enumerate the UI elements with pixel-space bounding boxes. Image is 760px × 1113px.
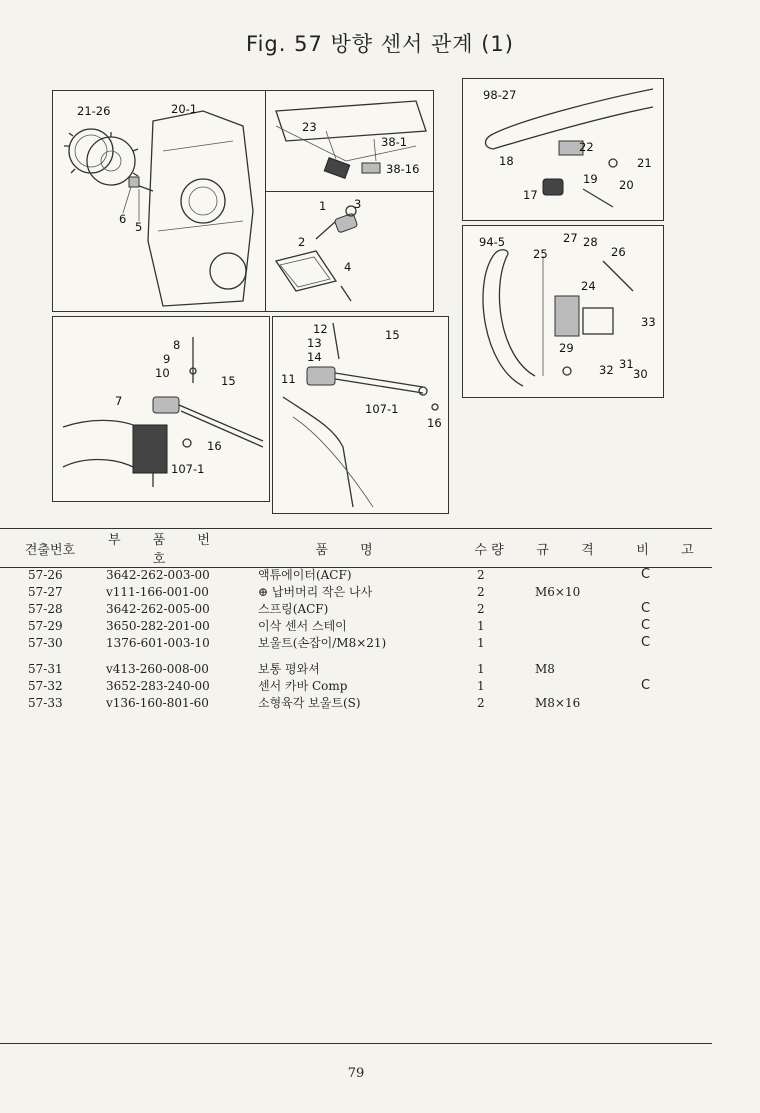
label-107-1: 107-1 xyxy=(171,462,205,476)
label-20: 20 xyxy=(619,178,634,192)
label-107-1-b: 107-1 xyxy=(365,402,399,416)
header-part-no: 부 품 번 호 xyxy=(108,533,224,567)
actuator-right-drawing xyxy=(273,317,448,513)
label-32: 32 xyxy=(599,363,614,377)
label-38-1: 38-1 xyxy=(381,135,408,149)
label-30: 30 xyxy=(633,367,648,381)
diagram-panel-actuator-left xyxy=(52,316,270,502)
label-16: 16 xyxy=(207,439,222,453)
label-16-b: 16 xyxy=(427,416,442,430)
page-title: Fig. 57 방향 센서 관계 (1) xyxy=(246,32,514,56)
label-13: 13 xyxy=(307,336,322,350)
label-7: 7 xyxy=(115,394,123,408)
label-98-27: 98-27 xyxy=(483,88,517,102)
diagram-panel-gearbox xyxy=(52,90,267,312)
label-8: 8 xyxy=(173,338,181,352)
header-ref: 견출번호 xyxy=(24,542,76,558)
label-24: 24 xyxy=(581,279,596,293)
bracket-drawing xyxy=(266,191,433,311)
label-20-1: 20-1 xyxy=(171,102,198,116)
label-11: 11 xyxy=(281,372,296,386)
label-10: 10 xyxy=(155,366,170,380)
label-6: 6 xyxy=(119,212,127,226)
gearbox-drawing xyxy=(53,91,266,311)
diagram-panel-cover xyxy=(265,90,434,192)
label-38-16: 38-16 xyxy=(386,162,420,176)
label-17: 17 xyxy=(523,188,538,202)
label-23: 23 xyxy=(302,120,317,134)
label-1: 1 xyxy=(319,199,327,213)
sensor-top-drawing xyxy=(463,79,663,220)
label-94-5: 94-5 xyxy=(479,235,506,249)
table-header xyxy=(0,529,712,568)
label-29: 29 xyxy=(559,341,574,355)
label-26: 26 xyxy=(611,245,626,259)
label-3: 3 xyxy=(354,197,362,211)
label-22: 22 xyxy=(579,140,594,154)
diagram-panel-bracket xyxy=(265,190,434,312)
label-15-b: 15 xyxy=(385,328,400,342)
table-bottom-rule xyxy=(0,1043,712,1044)
diagram-panel-sensor-frame xyxy=(462,225,664,398)
sensor-frame-drawing xyxy=(463,226,663,397)
label-14: 14 xyxy=(307,350,322,364)
page-number: 79 xyxy=(347,1066,365,1081)
label-33: 33 xyxy=(641,315,656,329)
label-15: 15 xyxy=(221,374,236,388)
label-21: 21 xyxy=(637,156,652,170)
gear-cluster-icon xyxy=(64,129,138,185)
cover-drawing xyxy=(266,91,433,191)
diagram-panel-sensor-top xyxy=(462,78,664,221)
diagram-panel-actuator-right xyxy=(272,316,449,514)
label-5: 5 xyxy=(135,220,143,234)
label-4: 4 xyxy=(344,260,352,274)
label-9: 9 xyxy=(163,352,171,366)
header-spec: 규 격 xyxy=(536,542,608,558)
actuator-left-drawing xyxy=(53,317,269,501)
header-name: 품 명 xyxy=(315,542,387,558)
parts-table xyxy=(0,528,712,568)
label-27: 27 xyxy=(563,231,578,245)
label-31: 31 xyxy=(619,357,634,371)
label-2: 2 xyxy=(298,235,306,249)
label-25: 25 xyxy=(533,247,548,261)
label-19: 19 xyxy=(583,172,598,186)
label-18: 18 xyxy=(499,154,514,168)
label-21-26: 21-26 xyxy=(77,104,111,118)
label-28: 28 xyxy=(583,235,598,249)
header-note: 비 고 xyxy=(636,542,708,558)
label-12: 12 xyxy=(313,322,328,336)
header-qty: 수 량 xyxy=(474,542,504,558)
